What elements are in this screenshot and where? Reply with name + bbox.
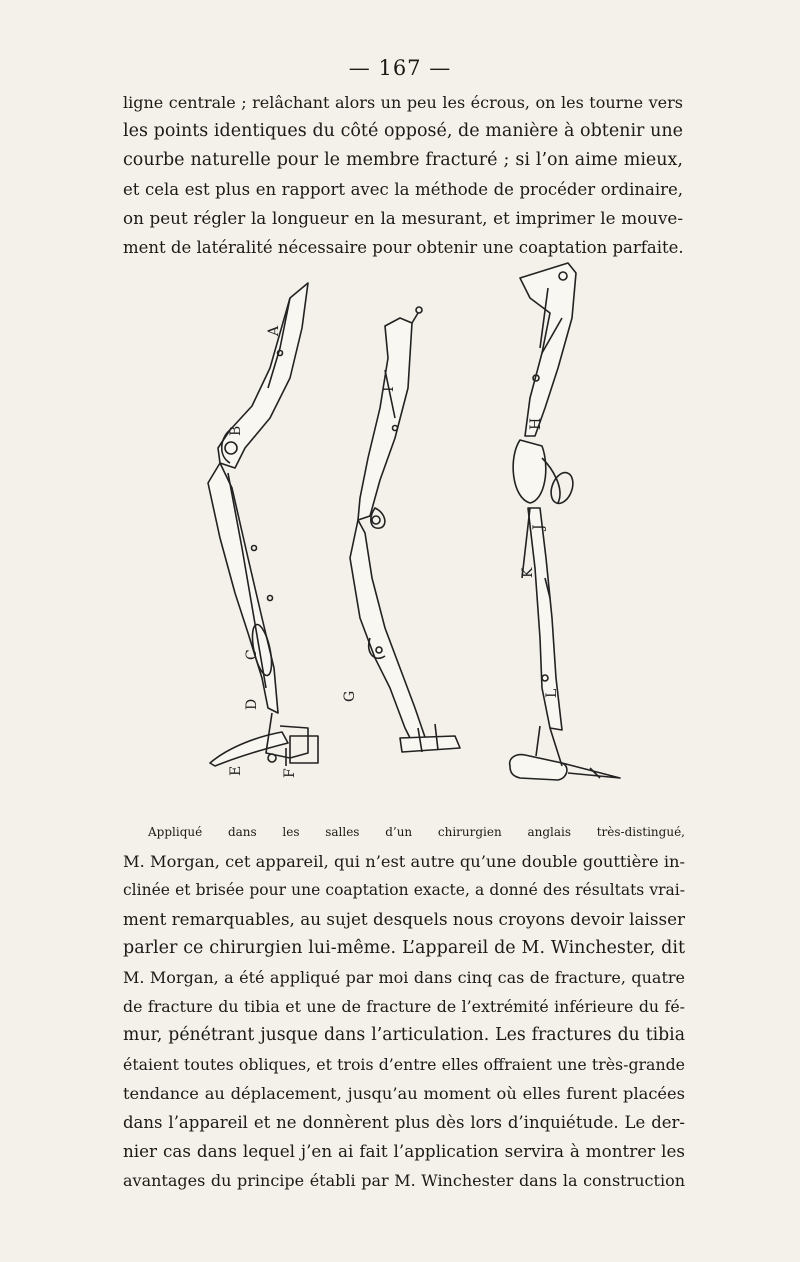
text-line: ment de latéralité nécessaire pour obtenir une coaptation parfaite.	[123, 238, 684, 257]
text-line: M. Morgan, a été appliqué par moi dans cinq cas de fracture, quatre	[123, 968, 685, 987]
text-line: ligne centrale ; relâchant alors un peu les écrous, on les tourne vers	[123, 93, 683, 112]
figure-label-e: E	[228, 765, 244, 776]
figure-label-g: G	[342, 690, 358, 702]
figure-label-j: J	[531, 524, 547, 530]
splint-front-view-right	[510, 263, 620, 780]
text-line: et cela est plus en rapport avec la méthode de procéder ordinaire,	[123, 180, 683, 199]
text-line: parler ce chirurgien lui-même. L’appareil de M. Winchester, dit	[123, 938, 685, 958]
page-number: — 167 —	[348, 56, 452, 80]
text-line: dans l’appareil et ne donnèrent plus dès lors d’inquiétude. Le der-	[123, 1113, 685, 1132]
figure-label-a: A	[266, 325, 282, 336]
figure-label-l: L	[544, 688, 560, 698]
text-line: courbe naturelle pour le membre fracturé ; si l’on aime mieux,	[123, 150, 683, 170]
text-line: avantages du principe établi par M. Winchester dans la construction	[123, 1171, 685, 1190]
figure-label-f: F	[282, 768, 298, 778]
text-line: les points identiques du côté opposé, de manière à obtenir une	[123, 121, 683, 141]
figure-label-b: B	[228, 425, 244, 436]
text-line: étaient toutes obliques, et trois d’entre elles offraient une très-grande	[123, 1055, 685, 1074]
text-line: tendance au déplacement, jusqu’au moment où elles furent placées	[123, 1084, 685, 1103]
text-line: ment remarquables, au sujet desquels nous croyons devoir laisser	[123, 909, 685, 929]
figure-label-h: H	[528, 417, 544, 430]
paragraph-bottom	[123, 818, 685, 1195]
text-line: on peut régler la longueur en la mesurant, et imprimer le mouve-	[123, 208, 683, 228]
splint-illustration	[190, 258, 650, 803]
figure-label-c: C	[244, 649, 260, 660]
splint-side-view-middle	[350, 307, 460, 752]
text-line: nier cas dans lequel j’en ai fait l’application servira à montrer les	[123, 1141, 685, 1161]
figure-label-d: D	[244, 698, 260, 710]
paragraph-top	[123, 88, 683, 262]
text-line: de fracture du tibia et une de fracture de l’extrémité inférieure du fé-	[123, 997, 685, 1016]
figure-label-k: K	[520, 567, 536, 578]
text-line: mur, pénétrant jusque dans l’articulation. Les fractures du tibia	[123, 1025, 685, 1045]
text-line: M. Morgan, cet appareil, qui n’est autre qu’une double gouttière in-	[123, 852, 685, 871]
text-line: Appliqué dans les salles d’un chirurgien anglais très-distingué,	[148, 825, 685, 839]
figure-label-i-middle: I	[381, 386, 397, 392]
splint-drawing	[190, 258, 650, 803]
splint-side-view-left	[208, 283, 318, 766]
text-line: clinée et brisée pour une coaptation exacte, a donné des résultats vrai-	[123, 881, 685, 899]
